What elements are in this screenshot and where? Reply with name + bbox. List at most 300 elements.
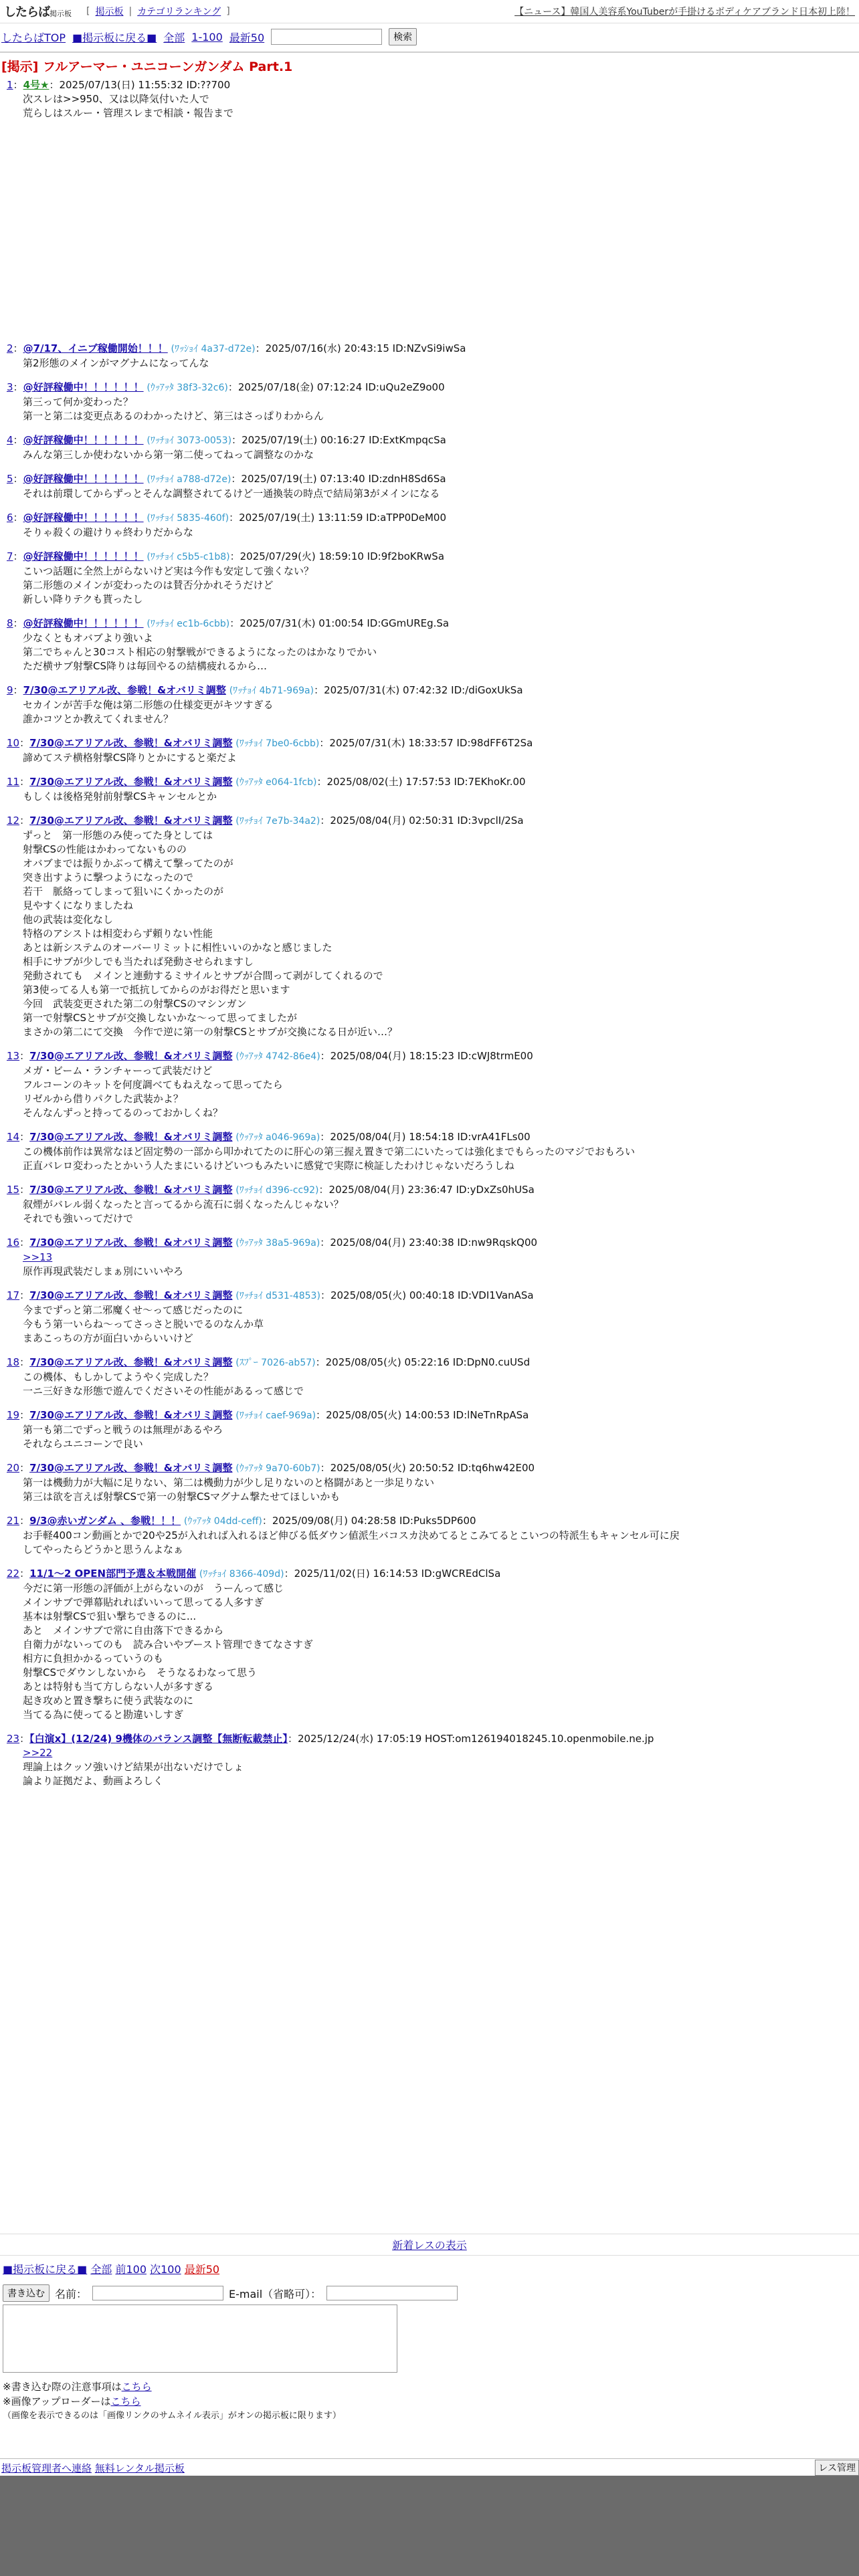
post-line: メガ・ビーム・ランチャーって武装だけど (23, 1065, 213, 1077)
post-line: 一ニ三好きな形態で遊んでくださいその性能があるって感じで (23, 1385, 304, 1397)
post-line: 相方に負担かかるっていうのも (23, 1652, 164, 1665)
post-author[interactable]: 7/30@エアリアル改、参戦！&オバリミ調整 (29, 1237, 233, 1249)
post (7, 78, 852, 120)
post-date: 2025/07/29(火) 18:59:10 ID:9f2boKRwSa (240, 550, 445, 562)
note-rules-text: ※書き込む際の注意事項は (3, 2381, 122, 2393)
post-trip: (ﾜｯﾁｮｲ 3073-0053) (147, 435, 232, 446)
admin-contact-link[interactable]: 掲示板管理者へ連絡 (1, 2462, 92, 2474)
post-line: 第三って何か変わった？ (23, 396, 133, 408)
post-trip: (ｳｯｱｯﾀ 4742-86e4) (235, 1051, 320, 1062)
free-rental-link[interactable]: 無料レンタル掲示板 (94, 2462, 185, 2474)
post (7, 471, 852, 501)
post-sep: ： (19, 1462, 30, 1474)
email-field[interactable] (326, 2286, 458, 2300)
post-number[interactable]: 8 (7, 617, 13, 629)
post-header (7, 1461, 852, 1476)
post-line: そんなんずっと持ってるのっておかしくね？ (23, 1107, 223, 1119)
post (7, 433, 852, 462)
post-sep: ： (19, 776, 30, 788)
post-header (7, 510, 852, 526)
post-number[interactable]: 4 (7, 434, 13, 446)
post-header (7, 1408, 852, 1423)
post-trip: (ﾜｯﾁｮｲ 5835-460f) (147, 513, 229, 524)
post-author[interactable]: 7/30@エアリアル改、参戦！&オバリミ調整 (29, 737, 233, 749)
post-number[interactable]: 6 (7, 512, 13, 524)
header-link-ranking[interactable]: カテゴリランキング (137, 7, 221, 17)
top-header (0, 0, 859, 23)
post-line: 起き攻めと置き撃ちに使う武装なのに (23, 1695, 194, 1707)
post-trip: (ｳｯｱｯﾀ 38f3-32c6) (147, 383, 228, 393)
post-date: 2025/08/04(月) 23:36:47 ID:yDxZs0hUSa (328, 1184, 535, 1196)
post-header (7, 774, 852, 790)
post-line: 突き出すように撃つようになったので (23, 871, 194, 883)
post-line: もしくは後格発射前射撃CSキャンセルとか (23, 790, 217, 802)
post (7, 813, 852, 1039)
post-number[interactable]: 17 (7, 1289, 20, 1301)
post-line: この機体、もしかしてようやく完成した？ (23, 1371, 214, 1383)
post-author[interactable]: 【白演x】(12/24) 9機体のバランス調整【無断転載禁止】 (29, 1733, 288, 1745)
post-date: 2025/08/05(火) 14:00:53 ID:lNeTnRpASa (326, 1409, 529, 1421)
post (7, 736, 852, 765)
post-line: 見やすくになりましたね (23, 899, 134, 911)
post-trip: (ﾜｯﾁｮｲ d531-4853) (235, 1291, 320, 1301)
post (7, 1566, 852, 1722)
post-line: まさかの第二にて交換 今作で逆に第一の射撃CSとサブが交換になる日が近い…？ (23, 1026, 397, 1038)
post-sep: ： (19, 1184, 30, 1196)
post-date: 2025/07/19(土) 13:11:59 ID:aTPP0DeM00 (239, 512, 446, 524)
thread-title (0, 53, 859, 78)
post-line: 射撃CSの性能はかわってないものの (23, 843, 187, 855)
post-sep: ： (316, 776, 327, 788)
logo-sub[interactable]: 掲示板 (50, 9, 72, 18)
nav-back-link[interactable]: ■掲示板に戻る■ (72, 31, 157, 44)
bottom-prev-link[interactable]: 前100 (115, 2263, 147, 2276)
post-line: 第一と第二は変更点あるのわかったけど、第三はさっぱりわからん (23, 410, 324, 422)
post-line: 若干 脈絡ってしまって狙いにくかったのが (23, 885, 224, 897)
note-rules-link[interactable]: こちら (121, 2381, 152, 2393)
post-header (7, 380, 852, 395)
post-date: 2025/07/18(金) 07:12:24 ID:uQu2eZ9o00 (237, 381, 445, 393)
post-header (7, 78, 852, 92)
post-form-row (0, 2282, 859, 2304)
post (7, 683, 852, 726)
header-left (4, 3, 230, 20)
post-sep: ： (19, 1131, 30, 1143)
post-body (7, 698, 852, 726)
post-sep: ： (19, 737, 30, 749)
post-line: 射撃CSでダウンしないから そうなるわなって思う (23, 1667, 257, 1679)
post-line: そりゃ殺くの避けりゃ終わりだからな (23, 526, 194, 538)
post-header (7, 1130, 852, 1145)
post-sep: ： (320, 1289, 330, 1301)
post (7, 1731, 852, 1788)
post-line: 今回 武装変更された第二の射撃CSのマシンガン (23, 998, 247, 1010)
post-sep: ： (13, 684, 23, 696)
post-header (7, 1355, 852, 1370)
post-body (7, 1251, 852, 1279)
post-author[interactable]: 7/30@エアリアル改、参戦！&オバリミ調整 (29, 1131, 233, 1143)
post-date: 2025/08/05(火) 00:40:18 ID:VDI1VanASa (330, 1289, 534, 1301)
nav-latest-link[interactable]: 最新50 (229, 31, 265, 44)
post-line: 次スレは>>950、又は以降気付いた人で (23, 93, 209, 105)
name-label: 名前： (55, 2287, 88, 2300)
post-author[interactable]: 9/3@赤いガンダム 、参戦！！！ (29, 1515, 181, 1527)
post-date: 2025/08/04(月) 18:15:23 ID:cWJ8trmE00 (330, 1050, 533, 1062)
thread-nav (0, 23, 859, 50)
post-header (7, 1513, 852, 1529)
post-body (7, 829, 852, 1039)
post-number[interactable]: 12 (7, 815, 20, 827)
nav-range-link[interactable]: 1-100 (191, 30, 223, 43)
post-line: 第二形態のメインが変わったのは賛否分かれそうだけど (23, 579, 274, 591)
post-line: それならユニコーンで良い (23, 1438, 143, 1450)
post-author[interactable]: @好評稼働中！！！！！！ (23, 617, 144, 629)
post (7, 1408, 852, 1451)
post-line: ただ横サブ射撃CS降りは毎回やるの結構疲れるから… (23, 660, 267, 672)
post-trip: (ｽﾌﾟｰ 7026-ab57) (235, 1358, 316, 1368)
post-line: あと メインサブで常に自由落下できるから (23, 1624, 224, 1636)
thread-prefix: [掲示] (1, 60, 39, 74)
post-sep: ： (231, 434, 242, 446)
post-trip: (ﾜｯﾁｮｲ a788-d72e) (147, 474, 231, 485)
post-line: 第一で射撃CSとサブが交換しないかな〜って思ってましたが (23, 1012, 297, 1024)
post-author[interactable]: 7/30@エアリアル改、参戦！&オバリミ調整 (29, 1462, 233, 1474)
post-number[interactable]: 1 (7, 79, 13, 91)
site-footer (0, 2458, 859, 2476)
bracket-close: ] (226, 6, 230, 17)
post-sep: ： (13, 617, 23, 629)
post-list (0, 78, 859, 1788)
post-header (7, 1731, 852, 1746)
post-author[interactable]: 11/1〜2 OPEN部門予選＆本戦開催 (29, 1568, 197, 1580)
bottom-all-link[interactable]: 全部 (90, 2263, 112, 2276)
post-line: 今もう第一いらね〜ってさっさと脱いでるのなんか草 (23, 1318, 264, 1330)
post-body (7, 564, 852, 607)
post-date: 2025/07/31(木) 01:00:54 ID:GGmUREg.Sa (240, 617, 450, 629)
post-trip: (ﾜｯﾁｮｲ c5b5-c1b8) (147, 552, 230, 562)
post-header (7, 616, 852, 631)
post (7, 616, 852, 673)
post-trip: (ｳｯｱｯﾀ 04dd-ceff) (183, 1516, 262, 1527)
post-line: 特格のアシストは相変わらず頼りない性能 (23, 928, 213, 940)
post (7, 774, 852, 804)
post (7, 1182, 852, 1226)
post-sep: ： (13, 512, 23, 524)
post-trip: (ｳｯｱｯﾀ 38a5-969a) (235, 1238, 320, 1249)
post-line: オバブまでは振りかぶって構えて撃ってたのが (23, 857, 233, 869)
post-line: ずっと 第一形態のみ使ってた身としては (23, 829, 213, 841)
header-link-boards[interactable]: 掲示板 (95, 7, 124, 17)
post-trip: (ｳｯｱｯﾀ e064-1fcb) (235, 777, 317, 788)
post-line: 理論上はクッソ強いけど結果が出ないだけでしょ (23, 1761, 244, 1773)
post-number[interactable]: 14 (7, 1131, 20, 1143)
site-footer-links (1, 2461, 185, 2475)
post-body (7, 790, 852, 804)
post-number[interactable]: 21 (7, 1515, 20, 1527)
post-line: 論より証拠だよ、動画よろしく (23, 1775, 164, 1787)
post-number[interactable]: 13 (7, 1050, 20, 1062)
post-number[interactable]: 15 (7, 1184, 20, 1196)
header-sep: | (128, 6, 132, 17)
post-sep: ： (19, 1356, 30, 1368)
post-line: 相手にサブが少しでも当たれば発動させられますし (23, 956, 254, 968)
post-date: 2025/07/19(土) 00:16:27 ID:ExtKmpqcSa (242, 434, 446, 446)
bottom-back-link[interactable]: ■掲示板に戻る■ (3, 2263, 88, 2276)
post-sep: ： (255, 342, 266, 354)
note-rules (3, 2379, 856, 2394)
post-sep: ： (320, 1237, 330, 1249)
post-line: リゼルから借りパクした武装かよ？ (23, 1093, 183, 1105)
post-date: 2025/07/31(木) 07:42:32 ID:/diGoxUkSa (324, 684, 523, 696)
post-author[interactable]: @好評稼働中！！！！！！ (23, 381, 144, 393)
post-line: 荒らしはスルー・管理スレまで相談・報告まで (23, 107, 234, 119)
post-line: 第一も第二でずっと戦うのは無理があるやろ (23, 1424, 223, 1436)
post-line: メインサブで弾幕貼れればいいって思ってる人多すぎ (23, 1596, 264, 1608)
post-body (7, 1423, 852, 1451)
post-number[interactable]: 5 (7, 473, 13, 485)
post-number[interactable]: 10 (7, 737, 20, 749)
message-textarea[interactable] (3, 2304, 397, 2373)
post-number[interactable]: 11 (7, 776, 20, 788)
post-author[interactable]: 7/30@エアリアル改、参戦！&オバリミ調整 (29, 1289, 233, 1301)
note-thumbnail: （画像を表示できるのは「画像リンクのサムネイル表示」がオンの掲示板に限ります） (3, 2411, 341, 2421)
post-number[interactable]: 23 (7, 1733, 20, 1745)
post-anchor-link[interactable]: >>22 (23, 1747, 53, 1759)
post (7, 1288, 852, 1346)
post (7, 1513, 852, 1557)
post-author[interactable]: @好評稼働中！！！！！！ (23, 512, 144, 524)
post-number[interactable]: 7 (7, 550, 13, 562)
post-line: 叙煙がバレル弱くなったと言ってるから流石に弱くなったんじゃない？ (23, 1198, 344, 1210)
post-sep: ： (320, 1131, 330, 1143)
post-line: それは前環してからずっとそんな調整されてるけど一通換装の時点で結局第3がメインになる (23, 488, 440, 500)
post (7, 1235, 852, 1279)
post-date: 2025/07/31(木) 18:33:57 ID:98dFF6T2Sa (329, 737, 533, 749)
post-body (7, 1746, 852, 1788)
post-sep: ： (287, 1733, 298, 1745)
post-date: 2025/11/02(日) 16:14:53 ID:gWCREdClSa (294, 1568, 501, 1580)
post-date: 2025/07/19(土) 07:13:40 ID:zdnH8Sd6Sa (241, 473, 446, 485)
post (7, 1355, 852, 1398)
post-sep: ： (13, 79, 23, 91)
post-line: 他の武装は変化なし (23, 914, 114, 926)
post-sep: ： (13, 342, 23, 354)
post-line: フルコーンのキットを何度調べてもねえなって思ってたら (23, 1079, 283, 1091)
post-sep: ： (19, 1515, 30, 1527)
post-trip: (ﾜｯｼｮｲ 4a37-d72e) (171, 344, 256, 354)
post-body (7, 1476, 852, 1504)
post-sep: ： (284, 1568, 294, 1580)
post-line: この機体前作は異常なほど固定勢の一部から叩かれてたのに肝心の第三握え置きで第二にいたっては強化までもらったのマジでおもろい (23, 1146, 636, 1158)
logo-text[interactable]: したらば (4, 5, 50, 19)
post-author[interactable]: 4号★ (23, 79, 50, 91)
name-field[interactable] (92, 2286, 223, 2300)
post-sep: ： (13, 381, 23, 393)
post-header (7, 1288, 852, 1303)
note-uploader (3, 2394, 856, 2409)
post-number[interactable]: 3 (7, 381, 13, 393)
post-sep: ： (320, 815, 330, 827)
post-line: あとは新システムのオーバーリミットに相性いいのかなと感じました (23, 942, 332, 954)
bottom-nav (0, 2256, 859, 2282)
post-sep: ： (49, 79, 60, 91)
post-header (7, 813, 852, 829)
post-sep: ： (319, 737, 330, 749)
post-line: 正直バレロ変わったとかいう人たまにいるけどいつもみたいに感覚で実際に検証したわけじゃないだろうしね (23, 1160, 514, 1172)
post-date: 2025/12/24(水) 17:05:19 HOST:om126194018245.10.openmobile.ne.jp (297, 1733, 654, 1745)
post-number[interactable]: 16 (7, 1237, 20, 1249)
search-input[interactable] (271, 29, 382, 45)
note-uploader-link[interactable]: こちら (110, 2395, 141, 2407)
post-line: 今までずっと第二邪魔くせ〜って感じだったのに (23, 1304, 244, 1316)
footer-area (0, 2234, 859, 2428)
nav-all-link[interactable]: 全部 (163, 31, 185, 44)
post-header (7, 433, 852, 448)
email-label: E-mail（省略可）： (229, 2287, 322, 2300)
post-author[interactable]: 7/30@エアリアル改、参戦！&オバリミ調整 (29, 1409, 233, 1421)
post-sep: ： (19, 1733, 30, 1745)
post-header (7, 549, 852, 564)
post-author[interactable]: @好評稼働中！！！！！！ (23, 550, 144, 562)
post-author[interactable]: @7/17、イニブ稼働開始！！！ (23, 342, 168, 354)
note-uploader-text: ※画像アップローダーは (3, 2395, 111, 2407)
post-body (7, 356, 852, 370)
notes (0, 2375, 859, 2428)
post-trip: (ﾜｯﾁｮｲ 4b71-969a) (229, 685, 314, 696)
post-author[interactable]: 7/30@エアリアル改、参戦！&オバリミ調整 (29, 1184, 233, 1196)
post-date: 2025/08/04(月) 18:54:18 ID:vrA41FLs00 (330, 1131, 531, 1143)
post-date: 2025/08/05(火) 20:50:52 ID:tq6hw42E00 (330, 1462, 535, 1474)
post-body (7, 1582, 852, 1722)
post-number[interactable]: 20 (7, 1462, 20, 1474)
post-header (7, 1235, 852, 1251)
post-sep: ： (320, 1462, 330, 1474)
post-line: 自衛力がないってのも 読み合いやブースト管理できてなさすぎ (23, 1638, 313, 1650)
post-author[interactable]: 7/30@エアリアル改、参戦！&オバリミ調整 (29, 776, 233, 788)
post-line: あとは特射も当て方しらない人が多すぎる (23, 1681, 214, 1693)
nav-top-link[interactable]: したらばTOP (1, 31, 66, 44)
site-logo[interactable] (4, 3, 72, 20)
post (7, 510, 852, 540)
new-res-bar (0, 2234, 859, 2256)
post-sep: ： (13, 473, 23, 485)
post-body (7, 526, 852, 540)
post-date: 2025/08/04(月) 23:40:38 ID:nw9RqskQ00 (330, 1237, 538, 1249)
post-body (7, 1303, 852, 1346)
post-date: 2025/07/16(水) 20:43:15 ID:NZvSi9iwSa (265, 342, 466, 354)
post (7, 1461, 852, 1504)
post-body (7, 1064, 852, 1120)
bottom-next-link[interactable]: 次100 (150, 2263, 181, 2276)
post-number[interactable]: 2 (7, 342, 13, 354)
post-number[interactable]: 19 (7, 1409, 20, 1421)
post-number[interactable]: 9 (7, 684, 13, 696)
write-button[interactable]: 書き込む (3, 2284, 50, 2302)
search-button[interactable]: 検索 (389, 28, 417, 45)
post-sep: ： (13, 434, 23, 446)
post-trip: (ﾜｯﾁｮｲ 8366-409d) (199, 1569, 284, 1580)
post-sep: ： (13, 550, 23, 562)
post (7, 549, 852, 607)
bottom-latest-link[interactable]: 最新50 (184, 2263, 220, 2276)
new-res-link[interactable]: 新着レスの表示 (392, 2239, 467, 2252)
post-line: 原作再現武装だしまぁ別にいいやろ (23, 1265, 184, 1277)
post-line: 第一は機動力が大幅に足りない、第二は機動力が少し足りないのと格闘があと一歩足りない (23, 1477, 435, 1489)
post-body (7, 487, 852, 501)
post-body (7, 631, 852, 673)
post-sep: ： (227, 381, 238, 393)
post-line: 諦めてステ横格射撃CS降りとかにすると楽だよ (23, 752, 237, 764)
post-header (7, 341, 852, 356)
post-author[interactable]: @好評稼働中！！！！！！ (23, 434, 144, 446)
post-line: 誰かコツとか教えてくれません？ (23, 713, 174, 725)
post-number[interactable]: 18 (7, 1356, 20, 1368)
post-line: 当てる為に使ってると勘違いしすぎ (23, 1709, 184, 1721)
post-line: 第二でちゃんと30コスト相応の射撃戦ができるようになったのはかなりでかい (23, 646, 377, 658)
post-date: 2025/07/13(日) 11:55:32 ID:??700 (59, 79, 231, 91)
post-author[interactable]: @好評稼働中！！！！！！ (23, 473, 144, 485)
post-sep: ： (318, 1184, 329, 1196)
post-trip: (ﾜｯﾁｮｲ d396-cc92) (235, 1185, 319, 1196)
post-line: 第3使ってる人も第一で抵抗してからのがお得だと思います (23, 984, 290, 996)
post-sep: ： (19, 1409, 30, 1421)
post-line: こいつ話題に全然上がらないけど実は今作も安定して強くない？ (23, 565, 314, 577)
post (7, 1130, 852, 1173)
post-number[interactable]: 22 (7, 1568, 20, 1580)
post-sep: ： (229, 512, 240, 524)
post-line: 今だに第一形態の評価が上がらないのが うーんって感じ (23, 1582, 284, 1594)
post-header (7, 683, 852, 698)
news-ticker[interactable] (514, 5, 855, 18)
post-line: 第2形態のメインがマグナムになってんな (23, 357, 209, 369)
post-line: みんな第三しか使わないから第一第二使ってねって調整なのかな (23, 449, 314, 461)
post-line: それでも強いってだけで (23, 1212, 134, 1224)
post (7, 341, 852, 370)
res-admin-button[interactable]: レス管理 (815, 2460, 859, 2476)
post-date: 2025/08/05(火) 05:22:16 ID:DpN0.cuUSd (325, 1356, 531, 1368)
post-author[interactable]: 7/30@エアリアル改、参戦！&オバリミ調整 (29, 815, 233, 827)
post-date: 2025/08/02(土) 17:57:53 ID:7EKhoKr.00 (326, 776, 526, 788)
news-link[interactable]: 【ニュース】韓国人美容系YouTuberが手掛けるボディケアブランド日本初上陸！ (514, 7, 855, 17)
post-sep: ： (320, 1050, 330, 1062)
post-line: まあこっちの方が面白いからいいけど (23, 1332, 193, 1344)
post-author[interactable]: 7/30@エアリアル改、参戦！&オバリミ調整 (29, 1356, 233, 1368)
post-anchor-link[interactable]: >>13 (23, 1251, 53, 1263)
post-author[interactable]: 7/30@エアリアル改、参戦！&オバリミ調整 (23, 684, 226, 696)
post-sep: ： (19, 1289, 30, 1301)
post-author[interactable]: 7/30@エアリアル改、参戦！&オバリミ調整 (29, 1050, 233, 1062)
post-trip: (ﾜｯﾁｮｲ caef-969a) (235, 1410, 316, 1421)
post-body (7, 448, 852, 462)
post-header (7, 1566, 852, 1582)
post (7, 380, 852, 423)
post-body (7, 92, 852, 120)
post-sep: ： (229, 550, 240, 562)
post-sep: ： (314, 684, 324, 696)
post (7, 1049, 852, 1120)
post-sep: ： (316, 1409, 326, 1421)
post-body (7, 1198, 852, 1226)
post-body (7, 1529, 852, 1557)
post-sep: ： (19, 1568, 30, 1580)
post-line: 新しい降りテクも貰ったし (23, 593, 143, 605)
post-header (7, 736, 852, 751)
post-sep: ： (262, 1515, 272, 1527)
post-line: セカインが苦手な俺は第二形態の仕様変更がキツすぎる (23, 699, 274, 711)
post-body (7, 1145, 852, 1173)
post-line: 少なくともオバブより強いよ (23, 632, 153, 644)
post-sep: ： (19, 1050, 30, 1062)
